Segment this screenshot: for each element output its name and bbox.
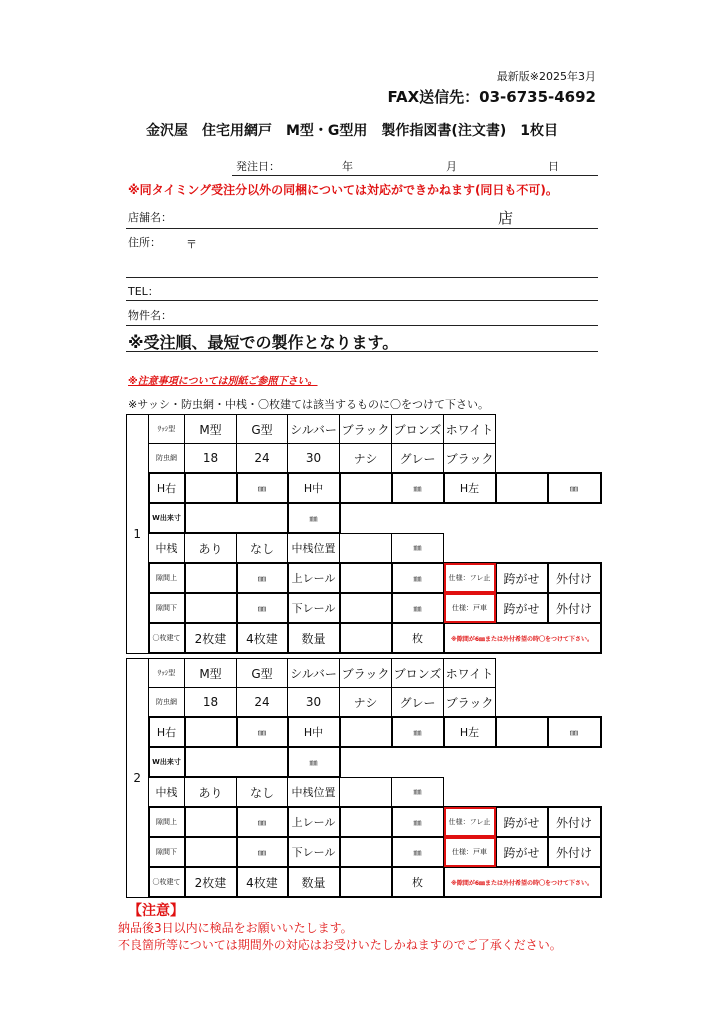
h-mid-value[interactable] (340, 717, 392, 747)
gap-bottom-label: 隙間下 (149, 837, 185, 867)
footer-line-2: 不良箇所等については期間外の対応はお受けいたしかねますのでご了承ください。 (118, 938, 562, 952)
mid-bar-position-label: 中桟位置 (288, 533, 340, 563)
gap-top-value[interactable] (185, 563, 237, 593)
mid-bar-label: 中桟 (149, 533, 185, 563)
rail-bottom-unit: ㎜ (392, 593, 444, 623)
sash-option-g[interactable]: G型 (237, 659, 288, 688)
net-option-black[interactable]: ブラック (444, 688, 496, 718)
rail-bottom-label: 下レール (288, 593, 340, 623)
w-unit: ㎜ (288, 747, 340, 777)
h-mid-value[interactable] (340, 473, 392, 503)
color-option-white[interactable]: ホワイト (444, 659, 496, 688)
gap-note: ※隙間が6㎜または外付希望の時〇をつけて下さい。 (444, 867, 601, 897)
color-option-silver[interactable]: シルバー (288, 415, 340, 444)
rail-top-label: 上レール (288, 563, 340, 593)
net-option-none[interactable]: ナシ (340, 444, 392, 474)
h-right-label: H右 (149, 717, 185, 747)
spec-bottom-option[interactable]: 仕様：戸車 (444, 837, 496, 867)
rail-bottom-unit: ㎜ (392, 837, 444, 867)
mid-bar-no[interactable]: なし (237, 533, 288, 563)
order-index: 2 (127, 659, 149, 898)
gap-top-value[interactable] (185, 807, 237, 837)
tel-field-line[interactable] (126, 300, 598, 301)
net-option-24[interactable]: 24 (237, 444, 288, 474)
quantity-value[interactable] (340, 867, 392, 897)
mid-bar-position-unit: ㎜ (392, 777, 444, 807)
address-label: 住所： (128, 236, 161, 249)
fax-number: FAX送信先：03-6735-4692 (387, 88, 596, 106)
h-right-unit: ㎜ (237, 717, 288, 747)
footer-title: 【注意】 (128, 903, 184, 919)
h-right-unit: ㎜ (237, 473, 288, 503)
w-label: W出来寸 (149, 747, 185, 777)
panels-2-option[interactable]: 2枚建 (185, 867, 237, 897)
notice-underline (126, 351, 598, 352)
quantity-value[interactable] (340, 623, 392, 653)
instruction-text: ※サッシ・防虫網・中桟・〇枚建ては該当するものに〇をつけて下さい。 (128, 398, 489, 411)
rail-bottom-label: 下レール (288, 837, 340, 867)
gap-top-unit: ㎜ (237, 563, 288, 593)
color-option-black[interactable]: ブラック (340, 659, 392, 688)
gap-note: ※隙間が6㎜または外付希望の時〇をつけて下さい。 (444, 623, 601, 653)
property-field-line[interactable] (126, 325, 598, 326)
store-suffix: 店 (498, 209, 514, 227)
page-title: 金沢屋 住宅用網戸 M型・G型用 製作指図書(注文書) 1枚目 (146, 123, 558, 139)
external-option[interactable]: 外付け (548, 563, 601, 593)
net-option-30[interactable]: 30 (288, 688, 340, 718)
panels-2-option[interactable]: 2枚建 (185, 623, 237, 653)
external-option[interactable]: 外付け (548, 837, 601, 867)
order-date-month: 月 (446, 160, 457, 173)
rail-top-value[interactable] (340, 807, 392, 837)
order-index: 1 (127, 415, 149, 654)
h-right-label: H右 (149, 473, 185, 503)
gap-bottom-label: 隙間下 (149, 593, 185, 623)
external-option[interactable]: 外付け (548, 807, 601, 837)
panels-label: 〇枚建て (149, 623, 185, 653)
store-field-line[interactable] (126, 228, 598, 229)
gap-bottom-unit: ㎜ (237, 837, 288, 867)
h-left-unit: ㎜ (548, 717, 601, 747)
rail-bottom-value[interactable] (340, 593, 392, 623)
property-label: 物件名： (128, 309, 172, 322)
net-option-18[interactable]: 18 (185, 444, 237, 474)
order-table-2 (126, 658, 602, 898)
sash-option-g[interactable]: G型 (237, 415, 288, 444)
color-option-bronze[interactable]: ブロンズ (392, 659, 444, 688)
sash-option-m[interactable]: M型 (185, 659, 237, 688)
mid-bar-position-value[interactable] (340, 777, 392, 807)
w-label: W出来寸 (149, 503, 185, 533)
mid-bar-yes[interactable]: あり (185, 533, 237, 563)
order-date-day: 日 (548, 160, 559, 173)
h-left-unit: ㎜ (548, 473, 601, 503)
spec-top-option[interactable]: 仕様：フレ止 (444, 807, 496, 837)
quantity-label: 数量 (288, 867, 340, 897)
quantity-unit: 枚 (392, 867, 444, 897)
net-option-gray[interactable]: グレー (392, 688, 444, 718)
straddle-option[interactable]: 跨がせ (496, 807, 548, 837)
net-option-24[interactable]: 24 (237, 688, 288, 718)
gap-bottom-value[interactable] (185, 837, 237, 867)
h-right-value[interactable] (185, 717, 237, 747)
sash-label: ｻｯｼ型 (149, 415, 185, 444)
h-left-label: H左 (444, 473, 496, 503)
net-label: 防虫網 (149, 444, 185, 474)
straddle-option[interactable]: 跨がせ (496, 593, 548, 623)
mid-bar-no[interactable]: なし (237, 777, 288, 807)
w-value[interactable] (185, 503, 288, 533)
panels-label: 〇枚建て (149, 867, 185, 897)
gap-top-label: 隙間上 (149, 807, 185, 837)
postal-mark: 〒 (186, 238, 197, 251)
rail-top-label: 上レール (288, 807, 340, 837)
h-mid-unit: ㎜ (392, 473, 444, 503)
rail-top-unit: ㎜ (392, 563, 444, 593)
order-date-label: 発注日： (236, 160, 280, 173)
straddle-option[interactable]: 跨がせ (496, 563, 548, 593)
gap-top-label: 隙間上 (149, 563, 185, 593)
tel-label: TEL： (128, 285, 159, 298)
net-option-none[interactable]: ナシ (340, 688, 392, 718)
mid-bar-yes[interactable]: あり (185, 777, 237, 807)
h-left-value[interactable] (496, 717, 548, 747)
mid-bar-position-value[interactable] (340, 533, 392, 563)
panels-4-option[interactable]: 4枚建 (237, 623, 288, 653)
net-option-gray[interactable]: グレー (392, 444, 444, 474)
w-value[interactable] (185, 747, 288, 777)
net-label: 防虫網 (149, 688, 185, 718)
order-date-year: 年 (342, 160, 353, 173)
rail-top-value[interactable] (340, 563, 392, 593)
rail-top-unit: ㎜ (392, 807, 444, 837)
h-left-label: H左 (444, 717, 496, 747)
color-option-white[interactable]: ホワイト (444, 415, 496, 444)
net-option-30[interactable]: 30 (288, 444, 340, 474)
shipping-warning: ※同タイミング受注分以外の同梱については対応ができかねます(同日も不可)。 (128, 183, 558, 197)
panels-4-option[interactable]: 4枚建 (237, 867, 288, 897)
caution-link[interactable]: ※注意事項については別紙ご参照下さい。 (128, 376, 318, 387)
straddle-option[interactable]: 跨がせ (496, 837, 548, 867)
h-left-value[interactable] (496, 473, 548, 503)
address-field-line[interactable] (126, 277, 598, 278)
footer-line-1: 納品後3日以内に検品をお願いいたします。 (118, 921, 353, 935)
color-option-black[interactable]: ブラック (340, 415, 392, 444)
spec-top-option[interactable]: 仕様：フレ止 (444, 563, 496, 593)
quantity-label: 数量 (288, 623, 340, 653)
gap-bottom-value[interactable] (185, 593, 237, 623)
color-option-bronze[interactable]: ブロンズ (392, 415, 444, 444)
gap-bottom-unit: ㎜ (237, 593, 288, 623)
h-mid-label: H中 (288, 717, 340, 747)
h-mid-unit: ㎜ (392, 717, 444, 747)
sash-label: ｻｯｼ型 (149, 659, 185, 688)
mid-bar-label: 中桟 (149, 777, 185, 807)
spec-bottom-option[interactable]: 仕様：戸車 (444, 593, 496, 623)
gap-top-unit: ㎜ (237, 807, 288, 837)
quantity-unit: 枚 (392, 623, 444, 653)
h-mid-label: H中 (288, 473, 340, 503)
store-label: 店舗名： (128, 211, 172, 224)
net-option-black[interactable]: ブラック (444, 444, 496, 474)
order-table-1 (126, 414, 602, 654)
external-option[interactable]: 外付け (548, 593, 601, 623)
rail-bottom-value[interactable] (340, 837, 392, 867)
w-unit: ㎜ (288, 503, 340, 533)
production-notice: ※受注順、最短での製作となります。 (128, 333, 399, 352)
mid-bar-position-label: 中桟位置 (288, 777, 340, 807)
net-option-18[interactable]: 18 (185, 688, 237, 718)
order-date-line (232, 175, 598, 176)
sash-option-m[interactable]: M型 (185, 415, 237, 444)
color-option-silver[interactable]: シルバー (288, 659, 340, 688)
version-note: 最新版※2025年3月 (496, 70, 596, 83)
h-right-value[interactable] (185, 473, 237, 503)
mid-bar-position-unit: ㎜ (392, 533, 444, 563)
